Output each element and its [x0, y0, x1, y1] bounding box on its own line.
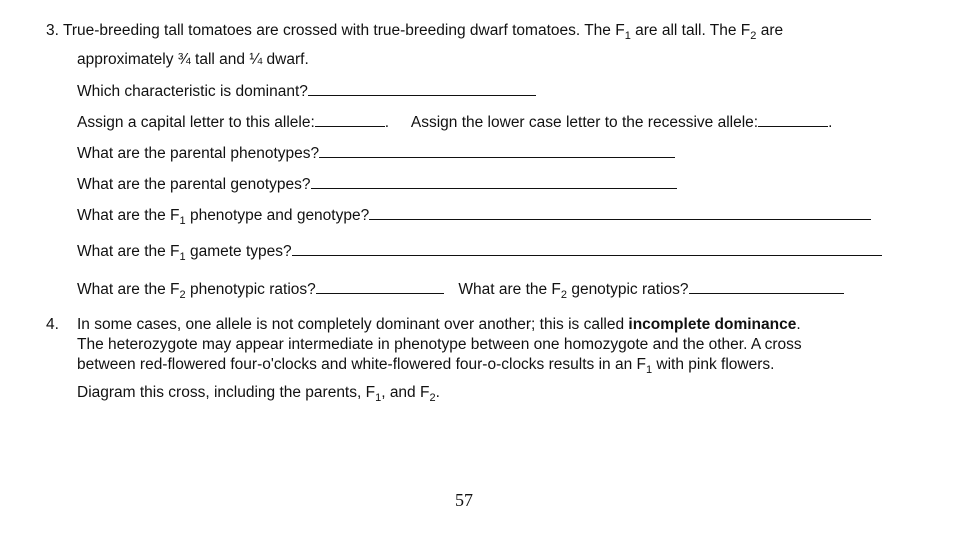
q4-number: 4.	[46, 316, 59, 333]
q4-diagram-instruction: Diagram this cross, including the parents, $F_1$, and $F_2$.	[77, 384, 440, 404]
q4-paragraph: In some cases, one allele is not completely dominant over another; this is called incomplete dominance. The heterozygote may appear intermediate in phenotype between one homozygote and the other. A cross between red-flowered four-o'clocks and white-flowered four-o-clocks results in an $F_1$ with pink flowers.	[77, 316, 802, 376]
parental-phenotypes-question: What are the parental phenotypes?	[77, 143, 675, 163]
f2-phenotypic-blank[interactable]	[316, 279, 444, 294]
q3-text-c: are	[760, 22, 784, 39]
f1-gamete-question: What are the $F_1$ gamete types?	[77, 241, 882, 261]
f1-gamete-blank[interactable]	[292, 241, 882, 256]
f1-phenotype-genotype-blank[interactable]	[369, 205, 871, 220]
parental-genotypes-blank[interactable]	[311, 174, 677, 189]
dominant-answer-blank[interactable]	[308, 81, 536, 96]
dominant-question: Which characteristic is dominant?	[77, 81, 536, 101]
page-number: 57	[455, 490, 473, 510]
q3-line-2: approximately ¾ tall and ¼ dwarf.	[77, 51, 309, 68]
allele-question: Assign a capital letter to this allele: . Assign the lower case letter to the recessive allele: .	[77, 114, 833, 131]
q3-line-1: 3. True-breeding tall tomatoes are crossed with true-breeding dwarf tomatoes. The $F_1$ are all tall. The $F_2$ are	[46, 22, 784, 42]
q3-number: 3.	[46, 22, 59, 39]
capital-allele-blank[interactable]	[315, 112, 385, 127]
q3-text-b: are all tall. The F	[635, 22, 751, 39]
recessive-allele-blank[interactable]	[758, 112, 828, 127]
f2-genotypic-blank[interactable]	[689, 279, 844, 294]
incomplete-dominance-term: incomplete dominance	[628, 316, 797, 333]
q3-text-a: True-breeding tall tomatoes are crossed with true-breeding dwarf tomatoes. The F	[62, 22, 625, 39]
parental-genotypes-question: What are the parental genotypes?	[77, 174, 677, 194]
parental-phenotypes-blank[interactable]	[319, 143, 675, 158]
f1-phenotype-genotype-question: What are the $F_1$ phenotype and genotype?	[77, 205, 871, 225]
f2-ratios-question: What are the $F_2$ phenotypic ratios? What are the $F_2$ genotypic ratios?	[77, 279, 844, 299]
